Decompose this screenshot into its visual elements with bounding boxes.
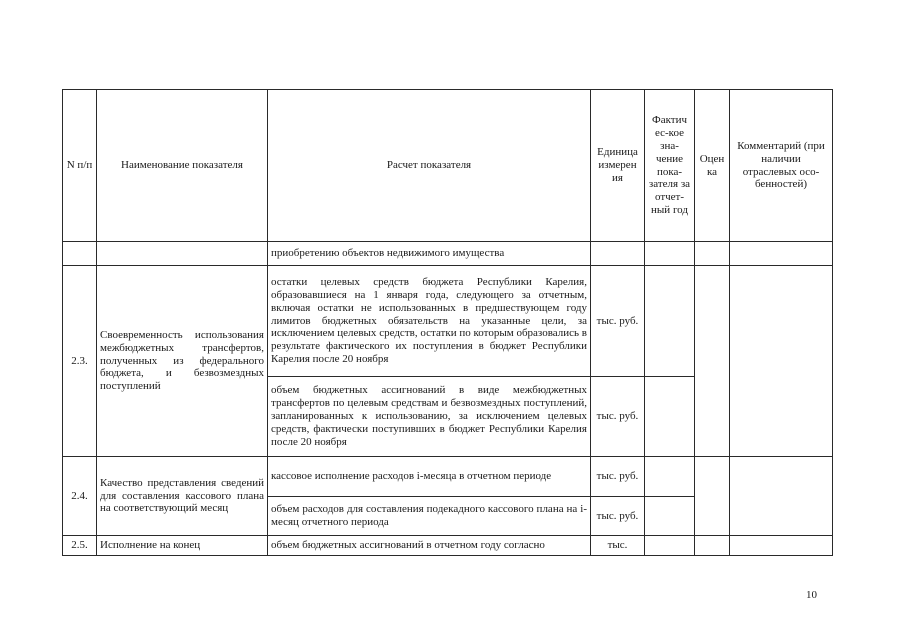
row-25-actual-1 [645, 536, 695, 556]
table-header-row [63, 90, 833, 242]
row-24-unit-2: тыс. руб. [591, 497, 645, 536]
cell-empty [63, 242, 97, 266]
cell-empty [645, 242, 695, 266]
table-row [63, 457, 833, 497]
cell-empty [591, 242, 645, 266]
row-23-comment [730, 266, 833, 457]
table-row [63, 536, 833, 556]
cell-empty [695, 242, 730, 266]
row-23-num: 2.3. [63, 266, 97, 457]
row-25-score [695, 536, 730, 556]
row-24-score [695, 457, 730, 536]
header-comment: Комментарий (при наличии отраслевых осо- бенностей) [730, 90, 833, 242]
header-name: Наименование показателя [97, 90, 268, 242]
row-24-actual-1 [645, 457, 695, 497]
row-25-unit-1: тыс. [591, 536, 645, 556]
row-25-comment [730, 536, 833, 556]
cell-empty [730, 242, 833, 266]
header-score: Оцен ка [695, 90, 730, 242]
table-row [63, 266, 833, 377]
row-24-num: 2.4. [63, 457, 97, 536]
row-23-name: Своевременность использования межбюджетных трансфертов, полученных из федерального бюджета, и безвозмездных поступлений [97, 266, 268, 457]
cell-empty [97, 242, 268, 266]
row-23-calc-1: остатки целевых средств бюджета Республики Карелия, образовавшиеся на 1 января года, следующего за отчетным, включая остатки не использованных в предшествующем году лимитов бюджетных обязательств на указанные цели, за исключением целевых средств, остатки по которым образовались в результате фактического их поступления в бюджет Республики Карелия после 20 ноября [268, 266, 591, 377]
header-unit: Единица измерен ия [591, 90, 645, 242]
header-actual: Фактич ес-кое зна- чение пока- зателя за отчет- ный год [645, 90, 695, 242]
page-number: 10 [806, 589, 817, 601]
row-25-name: Исполнение на конец [97, 536, 268, 556]
table-row [63, 242, 833, 266]
row-24-name: Качество представления сведений для составления кассового плана на соответствующий месяц [97, 457, 268, 536]
row-23-actual-2 [645, 377, 695, 457]
row-23-actual-1 [645, 266, 695, 377]
row-24-calc-2: объем расходов для составления подекадного кассового плана на i-месяц отчетного периода [268, 497, 591, 536]
row-cont-calc: приобретению объектов недвижимого имущества [268, 242, 591, 266]
row-23-unit-2: тыс. руб. [591, 377, 645, 457]
row-24-unit-1: тыс. руб. [591, 457, 645, 497]
row-24-actual-2 [645, 497, 695, 536]
row-23-calc-2: объем бюджетных ассигнований в виде межбюджетных трансфертов по целевым средствам и безвозмездных поступлений, запланированных к использованию, за исключением целевых средств, фактически поступивших в бюджет Республики Карелия после 20 ноября [268, 377, 591, 457]
row-25-num: 2.5. [63, 536, 97, 556]
row-23-unit-1: тыс. руб. [591, 266, 645, 377]
indicators-table [62, 89, 833, 556]
header-num: N п/п [63, 90, 97, 242]
row-24-calc-1: кассовое исполнение расходов i-месяца в отчетном периоде [268, 457, 591, 497]
row-24-comment [730, 457, 833, 536]
header-calc: Расчет показателя [268, 90, 591, 242]
row-23-score [695, 266, 730, 457]
row-25-calc-1: объем бюджетных ассигнований в отчетном году согласно [268, 536, 591, 556]
